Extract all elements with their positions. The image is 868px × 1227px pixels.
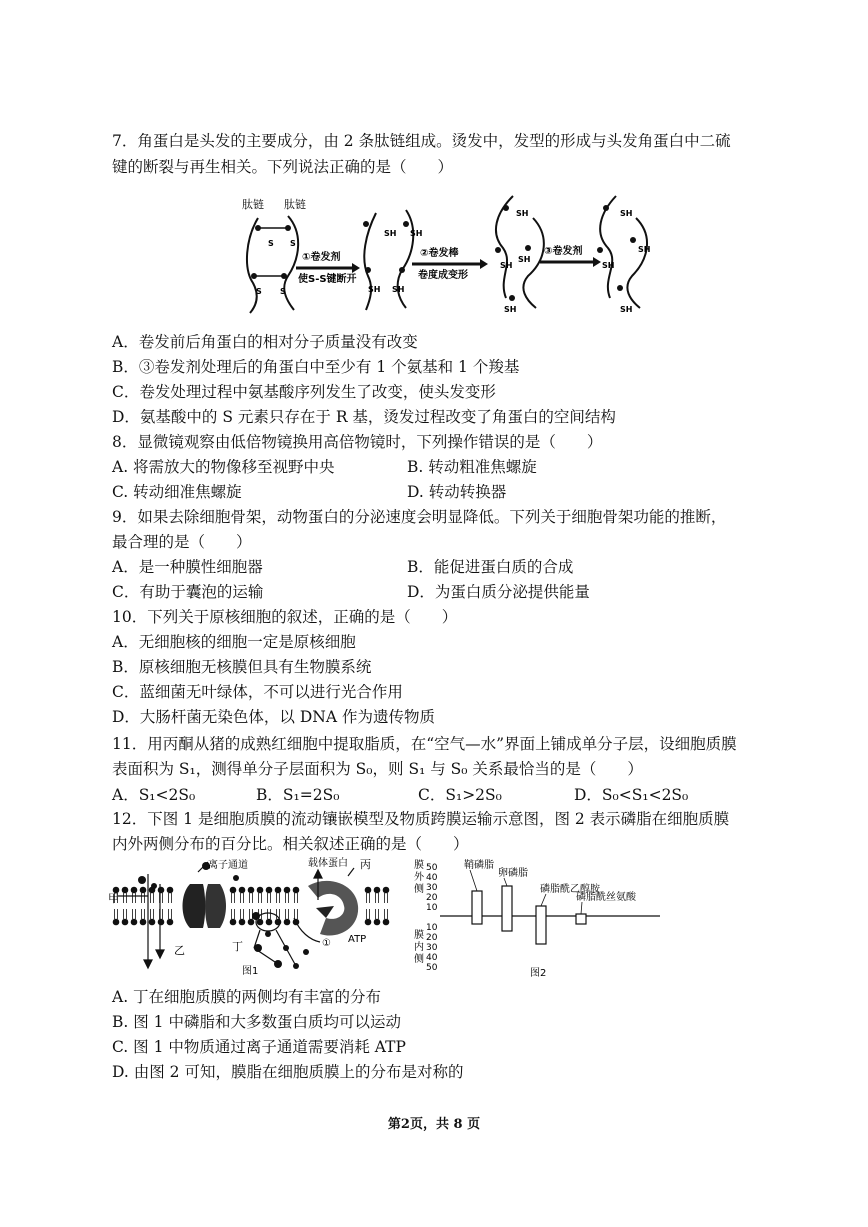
fig2-tick-label: 50	[426, 863, 438, 873]
page-footer: 第2页，共 8 页	[387, 1117, 481, 1132]
carrier-protein	[308, 881, 358, 936]
phospholipid-head	[383, 887, 390, 894]
svg-text:SH: SH	[516, 209, 529, 218]
q7-step1-label: ①卷发剂	[302, 252, 341, 263]
q7-stem-line2: 键的断裂与再生相关。下列说法正确的是（ ）	[112, 158, 454, 176]
phospholipid-head	[149, 919, 156, 926]
q8-stem: 8．显微镜观察由低倍物镜换用高倍物镜时，下列操作错误的是（ ）	[112, 433, 603, 451]
q9-option-c: C．有助于囊泡的运输	[112, 583, 264, 601]
svg-text:SH: SH	[518, 255, 531, 264]
svg-text:S: S	[256, 287, 262, 296]
q11-option-d: D．S₀<S₁<2S₀	[574, 786, 689, 804]
svg-text:SH: SH	[638, 245, 651, 254]
fig2-ylabel-char: 外	[414, 872, 424, 883]
phospholipid-head	[266, 919, 273, 926]
q11-option-c: C．S₁>2S₀	[418, 786, 502, 804]
phospholipid-head	[365, 887, 372, 894]
fig2-leader-line	[541, 894, 546, 906]
svg-text:SH: SH	[410, 229, 423, 238]
fig2-caption: 图2	[530, 968, 547, 979]
fig2-leader-line	[504, 878, 507, 886]
q10-option-d: D．大肠杆菌无染色体，以 DNA 作为遗传物质	[112, 708, 435, 726]
phospholipid-head	[167, 919, 174, 926]
phospholipid-head	[248, 887, 255, 894]
phospholipid-head	[113, 919, 120, 926]
svg-text:SH: SH	[392, 285, 405, 294]
phospholipid-head	[275, 887, 282, 894]
phospholipid-head	[374, 887, 381, 894]
fig1-label-carrier: 载体蛋白	[308, 858, 348, 869]
fig2-ylabel-inside-vertical	[414, 928, 424, 965]
phospholipid-head	[131, 919, 138, 926]
fig2-tick-label: 50	[426, 963, 438, 973]
q11-option-b: B．S₁=2S₀	[256, 786, 340, 804]
phospholipid-head	[158, 887, 165, 894]
fig1-label-bing: 丙	[360, 858, 371, 871]
fig2-ylabel-char: 膜	[414, 860, 424, 871]
phospholipid-head	[374, 919, 381, 926]
svg-text:SH: SH	[602, 261, 615, 270]
q9-stem-line1: 9．如果去除细胞骨架，动物蛋白的分泌速度会明显降低。下列关于细胞骨架功能的推断，	[112, 508, 727, 526]
q7-stem-line1: 7．角蛋白是头发的主要成分，由 2 条肽链组成。烫发中，发型的形成与头发角蛋白中二硫	[112, 132, 731, 150]
q7-step2-label: ②卷发棒	[420, 248, 459, 259]
fig2-series-label: 磷脂酰丝氨酸	[576, 892, 636, 903]
phospholipid-head	[383, 919, 390, 926]
q12-stem-line2: 内外两侧分布的百分比。相关叙述正确的是（ ）	[112, 835, 469, 853]
q7-option-a: A．卷发前后角蛋白的相对分子质量没有改变	[112, 333, 418, 351]
q8-option-c: C. 转动细准焦螺旋	[112, 483, 242, 501]
phospholipid-head	[257, 887, 264, 894]
fig2-tick-label: 20	[426, 933, 438, 943]
q7-step1-desc: 使S-S键断开	[298, 274, 357, 285]
fig2-tick-label: 40	[426, 953, 438, 963]
phospholipid-head	[131, 887, 138, 894]
phospholipid-head	[293, 887, 300, 894]
fig2-ylabel-char: 侧	[414, 884, 424, 895]
q8-option-b: B. 转动粗准焦螺旋	[407, 458, 537, 476]
fig2-ylabel-char: 侧	[414, 954, 424, 965]
phospholipid-head	[122, 887, 129, 894]
q9-option-b: B．能促进蛋白质的合成	[407, 558, 574, 576]
q12-option-a: A. 丁在细胞质膜的两侧均有丰富的分布	[112, 988, 382, 1006]
svg-text:SH: SH	[504, 305, 517, 314]
fig2-tick-label: 10	[426, 923, 438, 933]
fig2-tick-label: 30	[426, 883, 438, 893]
phospholipid-head	[140, 887, 147, 894]
phospholipid-head	[239, 919, 246, 926]
fig1-label-circle: ①	[322, 938, 331, 949]
q11-stem-line1: 11．用丙酮从猪的成熟红细胞中提取脂质，在“空气—水”界面上铺成单分子层，设细胞质膜	[112, 735, 737, 753]
q12-option-c: C. 图 1 中物质通过离子通道需要消耗 ATP	[112, 1038, 406, 1056]
phospholipid-head	[284, 887, 291, 894]
fig2-leader-line	[470, 870, 477, 891]
q8-option-a: A. 将需放大的物像移至视野中央	[112, 458, 335, 476]
svg-text:S: S	[290, 239, 296, 248]
phospholipid-head	[365, 919, 372, 926]
phospholipid-head	[257, 919, 264, 926]
phospholipid-head	[239, 887, 246, 894]
svg-text:SH: SH	[620, 209, 633, 218]
channel-proteins	[183, 884, 227, 928]
fig1-label-ding: 丁	[232, 940, 243, 953]
fig1-label-ion-channel: 离子通道	[208, 860, 248, 871]
phospholipid-head	[284, 919, 291, 926]
fig1-caption: 图1	[242, 966, 259, 977]
fig1-label-yi: 乙	[174, 944, 185, 957]
q10-option-a: A．无细胞核的细胞一定是原核细胞	[112, 633, 356, 651]
q7-keratin-diagram	[228, 188, 678, 318]
phospholipid-head	[140, 919, 147, 926]
fig2-tick-label: 30	[426, 943, 438, 953]
q12-option-d: D. 由图 2 可知，膜脂在细胞质膜上的分布是对称的	[112, 1063, 464, 1081]
q9-stem-line2: 最合理的是（ ）	[112, 533, 252, 551]
q12-stem-line1: 12．下图 1 是细胞质膜的流动镶嵌模型及物质跨膜运输示意图，图 2 表示磷脂在细胞质膜	[112, 810, 730, 828]
fig2-bar	[472, 891, 482, 924]
q7-option-c: C．卷发处理过程中氨基酸序列发生了改变，使头发变形	[112, 383, 496, 401]
phospholipid-head	[122, 919, 129, 926]
fig2-tick-label: 20	[426, 893, 438, 903]
fig1-label-jia: 甲	[108, 892, 119, 905]
q10-option-c: C．蓝细菌无叶绿体，不可以进行光合作用	[112, 683, 403, 701]
fig2-y-ticks	[426, 863, 438, 973]
phospholipid-head	[230, 887, 237, 894]
q7-option-d: D．氨基酸中的 S 元素只存在于 R 基，烫发过程改变了角蛋白的空间结构	[112, 408, 616, 426]
q12-figure1-membrane	[108, 856, 398, 982]
svg-text:SH: SH	[384, 229, 397, 238]
fig2-series-label: 鞘磷脂	[464, 860, 494, 871]
fig2-ylabel-outside-vertical	[414, 858, 425, 895]
q10-stem: 10．下列关于原核细胞的叙述，正确的是（ ）	[112, 608, 458, 626]
phospholipid-head	[167, 887, 174, 894]
fig2-bar	[536, 906, 546, 944]
q9-option-a: A．是一种膜性细胞器	[112, 558, 263, 576]
q10-option-b: B．原核细胞无核膜但具有生物膜系统	[112, 658, 372, 676]
q12-figure2-chart	[410, 856, 670, 982]
q11-option-a: A．S₁<2S₀	[112, 786, 196, 804]
q7-chain-label-2: 肽链	[284, 198, 306, 211]
fig2-tick-label: 40	[426, 873, 438, 883]
phospholipid-head	[266, 887, 273, 894]
phospholipid-head	[230, 919, 237, 926]
svg-text:S: S	[280, 287, 286, 296]
q11-stem-line2: 表面积为 S₁，测得单分子层面积为 S₀，则 S₁ 与 S₀ 关系最恰当的是（ ）	[112, 760, 643, 778]
svg-text:SH: SH	[368, 285, 381, 294]
q7-chain-label-1: 肽链	[242, 198, 264, 211]
svg-text:SH: SH	[620, 305, 633, 314]
fig2-series-label: 磷脂酰乙醇胺	[540, 884, 600, 895]
fig2-bars	[464, 858, 637, 944]
q7-option-b: B．③卷发剂处理后的角蛋白中至少有 1 个氨基和 1 个羧基	[112, 358, 520, 376]
fig2-bar	[502, 886, 512, 931]
svg-text:S: S	[268, 239, 274, 248]
q12-option-b: B. 图 1 中磷脂和大多数蛋白质均可以运动	[112, 1013, 401, 1031]
fig2-bar	[576, 914, 586, 924]
q9-option-d: D．为蛋白质分泌提供能量	[407, 583, 590, 601]
fig2-ylabel-char: 膜	[414, 930, 424, 941]
q7-step2-desc: 卷度成变形	[418, 270, 468, 281]
fig2-leader-line	[581, 902, 582, 914]
q7-step3-label: ③卷发剂	[544, 246, 583, 257]
fig2-tick-label: 10	[426, 903, 438, 913]
phospholipid-head	[158, 919, 165, 926]
fig2-ylabel-char: 内	[414, 942, 424, 953]
svg-text:SH: SH	[500, 261, 513, 270]
fig2-series-label: 卵磷脂	[498, 868, 528, 879]
q8-option-d: D. 转动转换器	[407, 483, 507, 501]
phospholipid-head	[248, 919, 255, 926]
fig1-label-atp: ATP	[348, 934, 367, 945]
